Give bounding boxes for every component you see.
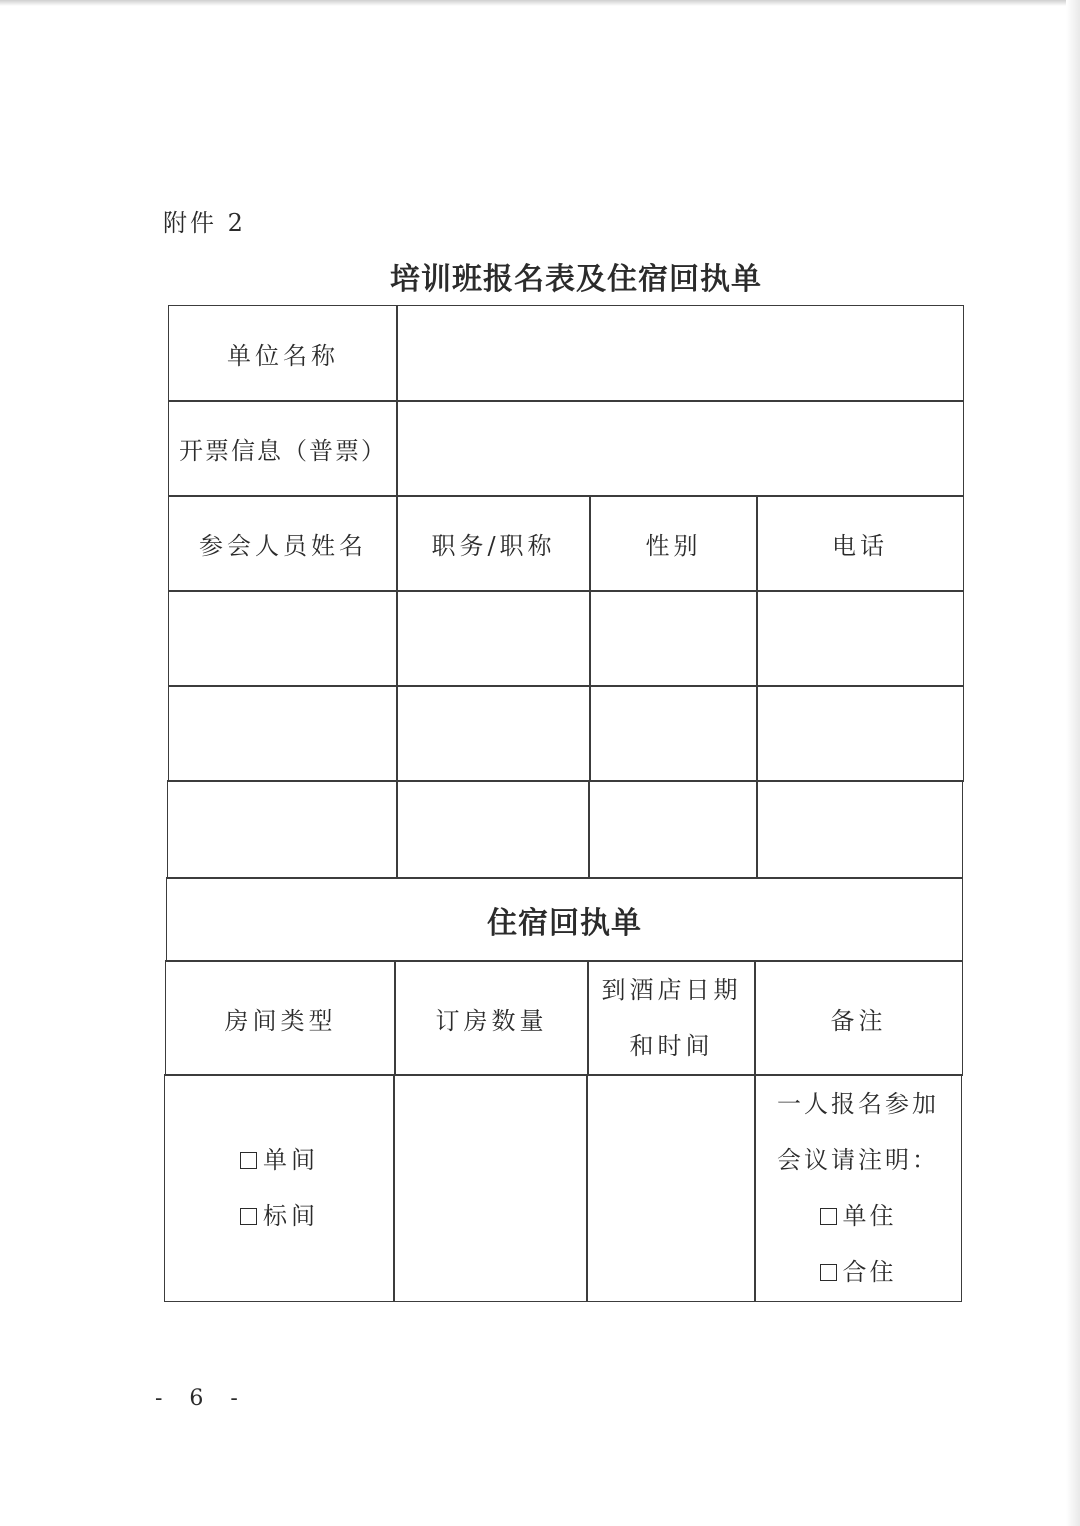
checkbox-icon[interactable] [820, 1264, 837, 1281]
header-attendee-name-text: 参会人员姓名 [199, 532, 367, 560]
room-option-standard[interactable] [240, 1188, 319, 1244]
scan-edge-right [1066, 0, 1080, 1526]
arrival-time-field[interactable] [586, 1074, 756, 1302]
unit-name-field[interactable] [396, 305, 964, 402]
header-gender [589, 495, 758, 592]
attendee-2-phone[interactable] [756, 685, 964, 782]
attendee-3-name[interactable] [167, 780, 398, 879]
attendee-1-name[interactable] [168, 590, 398, 687]
attendee-1-position[interactable] [396, 590, 591, 687]
invoice-label [168, 400, 398, 497]
header-room-type-text: 房间类型 [224, 1006, 337, 1035]
header-room-count [394, 960, 589, 1076]
header-room-type [165, 960, 396, 1076]
header-room-count-text: 订房数量 [435, 1006, 548, 1035]
single-note-line-2: 会议请注明： [777, 1146, 939, 1174]
attendee-3-phone[interactable] [756, 780, 963, 879]
header-arrival-line-2: 和时间 [629, 1032, 714, 1060]
remarks-field [754, 1074, 962, 1302]
invoice-label-text: 开票信息（普票） [179, 437, 387, 465]
room-type-options [164, 1074, 395, 1302]
room-option-single-label: 单间 [263, 1146, 319, 1174]
header-remarks-text: 备注 [830, 1006, 887, 1035]
header-arrival-line-1: 到酒店日期 [601, 976, 742, 1004]
attachment-label: 附件 2 [163, 209, 246, 237]
checkbox-icon[interactable] [820, 1208, 837, 1225]
header-arrival-time [587, 960, 756, 1076]
room-count-field[interactable] [393, 1074, 588, 1302]
scan-edge-top [0, 0, 1080, 6]
room-option-single[interactable] [240, 1132, 319, 1188]
attendee-2-gender[interactable] [589, 685, 758, 782]
unit-name-label [168, 305, 398, 402]
header-phone-text: 电话 [832, 532, 888, 560]
attendee-2-position[interactable] [396, 685, 591, 782]
accommodation-title-text: 住宿回执单 [487, 905, 642, 941]
stay-option-alone-label: 单住 [842, 1202, 897, 1230]
header-phone [756, 495, 964, 592]
room-option-standard-label: 标间 [263, 1202, 319, 1230]
accommodation-title [166, 877, 963, 962]
unit-name-label-text: 单位名称 [227, 342, 339, 370]
attendee-1-phone[interactable] [756, 590, 964, 687]
header-attendee-name [168, 495, 398, 592]
form-title: 培训班报名表及住宿回执单 [390, 262, 762, 297]
header-position [396, 495, 591, 592]
page-number: - 6 - [155, 1386, 248, 1411]
stay-option-shared-label: 合住 [842, 1258, 897, 1286]
checkbox-icon[interactable] [240, 1152, 257, 1169]
header-position-text: 职务/职称 [431, 532, 556, 560]
header-gender-text: 性别 [645, 532, 702, 560]
checkbox-icon[interactable] [240, 1208, 257, 1225]
attendee-1-gender[interactable] [589, 590, 758, 687]
attendee-3-gender[interactable] [588, 780, 758, 879]
attendee-3-position[interactable] [396, 780, 590, 879]
single-note-line-1: 一人报名参加 [777, 1090, 939, 1118]
stay-option-shared[interactable] [820, 1244, 897, 1300]
invoice-field[interactable] [396, 400, 964, 497]
header-remarks [754, 960, 963, 1076]
stay-option-alone[interactable] [820, 1188, 897, 1244]
attendee-2-name[interactable] [168, 685, 398, 782]
